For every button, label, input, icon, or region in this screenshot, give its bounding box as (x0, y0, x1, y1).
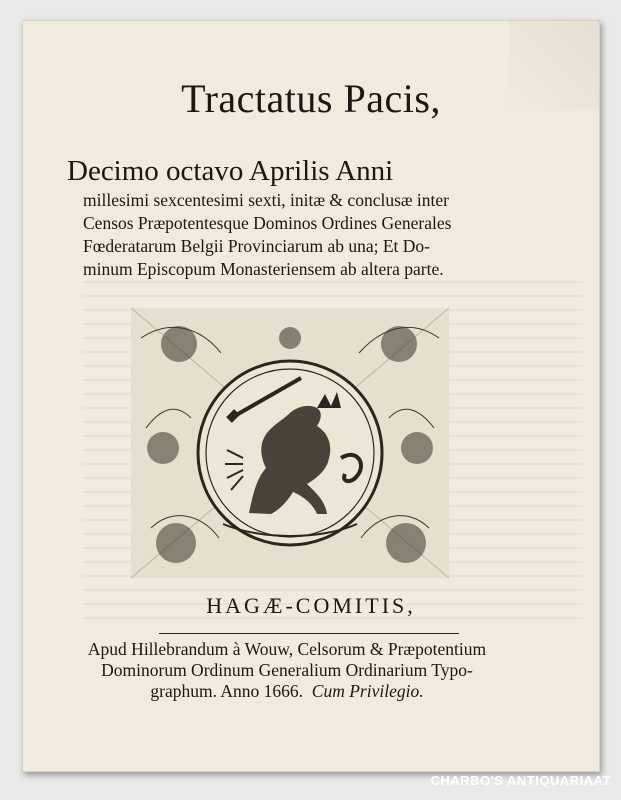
horizontal-rule (159, 633, 459, 634)
imprint-line: Apud Hillebrandum à Wouw, Celsorum & Præpotentium (87, 639, 487, 659)
imprint-line: Dominorum Ordinum Generalium Ordinarium Typo- (101, 660, 473, 680)
body-line: millesimi sexcentesimi sexti, initæ & conclusæ inter (83, 190, 449, 210)
imprint (67, 639, 507, 702)
body-line: Censos Præpotentesque Dominos Ordines Generales (83, 213, 452, 233)
body-line: minum Episcopum Monasteriensem ab altera parte. (83, 259, 444, 279)
document-subtitle: Decimo octavo Aprilis Anni (67, 155, 394, 187)
privilege-note: Cum Privilegio. (311, 681, 424, 701)
body-text (83, 189, 513, 281)
body-line: Fœderatarum Belgii Provinciarum ab una; Et Do- (83, 236, 431, 256)
document-title: Tractatus Pacis, (181, 76, 441, 121)
place-of-printing: HAGÆ-COMITIS, (206, 593, 416, 618)
imprint-year: graphum. Anno 1666. (150, 681, 304, 701)
dealer-watermark: CHARBO'S ANTIQUARIAAT (430, 773, 611, 788)
imprint-line-last (67, 681, 507, 702)
lion-woodcut-emblem (131, 308, 449, 578)
document-page (22, 20, 600, 772)
